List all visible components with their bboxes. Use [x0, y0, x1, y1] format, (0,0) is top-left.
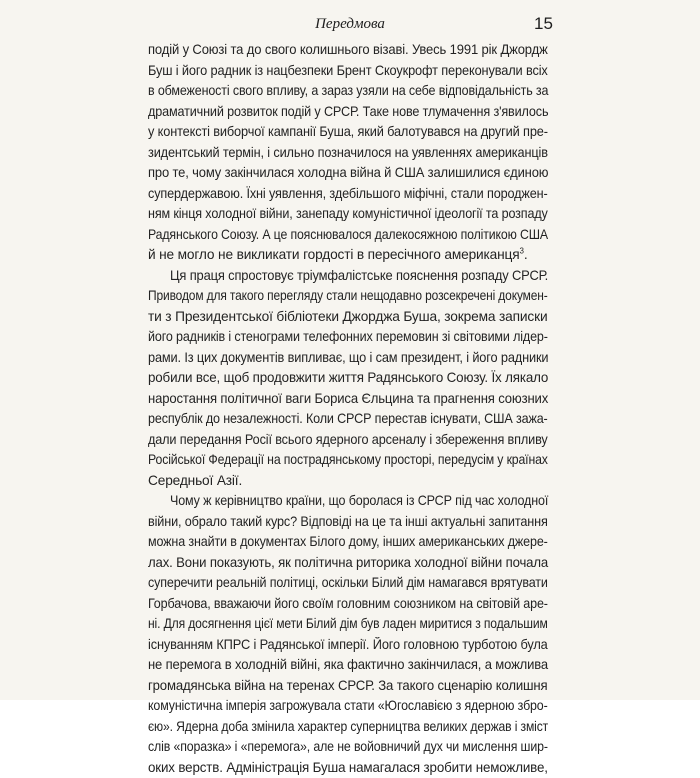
- line-text: й не могло не викликати гордості в пересічного американця: [148, 247, 520, 262]
- text-line-content: [148, 40, 548, 61]
- text-line: [148, 430, 548, 451]
- text-line-content: [148, 368, 548, 389]
- text-line-content: [148, 532, 548, 553]
- text-line: [148, 614, 548, 635]
- text-line: [148, 122, 548, 143]
- text-line: [148, 81, 548, 102]
- line-text: республік до незалежності. Коли СРСР перестав існувати, США зажа-: [148, 411, 548, 426]
- text-line-content: [148, 471, 242, 492]
- text-line: [148, 717, 548, 738]
- paragraph: [148, 491, 548, 778]
- text-line: [148, 471, 548, 492]
- line-text: Горбачова, вважаючи його своїм головним союзником на світовій аре-: [148, 596, 548, 611]
- text-line: [148, 594, 548, 615]
- text-line-content: [170, 491, 548, 512]
- text-line-content: [148, 122, 548, 143]
- text-line: [148, 655, 548, 676]
- line-text: подій у Союзі та до свого колишнього візаві. Увесь 1991 рік Джордж: [148, 42, 548, 57]
- text-line-content: [148, 81, 548, 102]
- line-text: Ця праця спростовує тріумфалістське пояснення розпаду СРСР.: [170, 268, 548, 283]
- text-line: [148, 348, 548, 369]
- text-line-content: [148, 614, 548, 635]
- line-text: Середньої Азії.: [148, 473, 242, 488]
- line-text: громадянська війна на теренах СРСР. За такого сценарію колишня: [148, 678, 548, 693]
- text-line-content: [148, 225, 548, 246]
- text-line: [148, 389, 548, 410]
- line-text: слів «поразка» і «перемога», але не войовничий дух чи мислення шир-: [148, 739, 548, 754]
- text-line: [148, 737, 548, 758]
- text-line: [148, 225, 548, 246]
- text-line: [148, 204, 548, 225]
- text-line: [148, 286, 548, 307]
- line-text: комуністична імперія загрожувала стати «Югославією з ядерною збро-: [148, 698, 548, 713]
- text-line: [148, 327, 548, 348]
- line-text: дали передання Росії всього ядерного арсеналу і збереження впливу: [148, 432, 548, 447]
- text-line-content: [148, 594, 548, 615]
- text-line-content: [148, 61, 548, 82]
- text-line-content: [148, 286, 548, 307]
- line-text: існуванням КПРС і Радянської імперії. Його головною турботою була: [148, 637, 548, 652]
- line-text: у контексті виборчої кампанії Буша, який балотувався на другий пре-: [148, 124, 548, 139]
- text-line-content: [148, 737, 548, 758]
- text-line: [148, 61, 548, 82]
- text-line-content: [148, 758, 548, 778]
- text-line-content: [148, 512, 548, 533]
- text-line-content: [148, 635, 548, 656]
- text-line: [148, 676, 548, 697]
- text-line-content: [148, 348, 548, 369]
- text-line-content: [148, 245, 527, 266]
- line-text: його радників і стенограми телефонних перемовин зі світовими лідер-: [148, 329, 548, 344]
- line-text: робили все, щоб продовжити життя Радянського Союзу. Їх лякало: [148, 370, 548, 385]
- line-text: можна знайти в документах Білого дому, інших американських джере-: [148, 534, 548, 549]
- line-text: ти з Президентської бібліотеки Джорджа Буша, зокрема записки: [148, 309, 548, 324]
- text-line: [148, 102, 548, 123]
- line-suffix: .: [524, 247, 528, 262]
- text-line: [148, 184, 548, 205]
- text-line-content: [148, 307, 548, 328]
- line-text: зидентський термін, і сильно позначилося на уявленнях американців: [148, 145, 548, 160]
- text-line: [148, 245, 548, 266]
- text-line-content: [148, 573, 548, 594]
- line-text: в обмеженості свого впливу, а зараз узяли на себе відповідальність за: [148, 83, 548, 98]
- text-line: [148, 512, 548, 533]
- line-text: суперечити реальній політиці, оскільки Білий дім намагався врятувати: [148, 575, 548, 590]
- running-head: Передмова: [0, 16, 700, 33]
- text-line: [148, 163, 548, 184]
- line-text: ням кінця холодної війни, занепаду комуністичної ідеології та розпаду: [148, 206, 548, 221]
- line-text: єю». Ядерна доба змінила характер суперництва великих держав і зміст: [148, 719, 548, 734]
- text-line-content: [148, 553, 548, 574]
- line-text: про те, чому закінчилася холодна війна й США залишилися єдиною: [148, 165, 548, 180]
- text-line: [148, 266, 548, 287]
- text-line-content: [148, 409, 548, 430]
- text-line: [148, 368, 548, 389]
- text-line-content: [148, 143, 548, 164]
- text-line: [148, 307, 548, 328]
- text-line: [148, 450, 548, 471]
- text-line: [148, 532, 548, 553]
- text-line-content: [148, 430, 548, 451]
- line-text: ні. Для досягнення цієї мети Білий дім був ладен миритися з подальшим: [148, 616, 548, 631]
- line-text: не перемога в холодній війні, яка фактично закінчилася, а можлива: [148, 657, 548, 672]
- text-line: [148, 553, 548, 574]
- text-line-content: [148, 717, 548, 738]
- line-text: оких верств. Адміністрація Буша намагалася зробити неможливе,: [148, 760, 548, 775]
- text-line: [148, 758, 548, 778]
- page-number: 15: [534, 14, 553, 34]
- line-text: драматичний розвиток подій у СРСР. Таке нове тлумачення з'явилось: [148, 104, 548, 119]
- text-line-content: [170, 266, 548, 287]
- line-text: супердержавою. Їхні уявлення, здебільшого міфічні, стали породжен-: [148, 186, 548, 201]
- line-text: лах. Вони показують, як політична риторика холодної війни почала: [148, 555, 548, 570]
- text-line-content: [148, 163, 548, 184]
- text-line-content: [148, 204, 548, 225]
- text-line-content: [148, 184, 548, 205]
- text-line: [148, 696, 548, 717]
- text-line: [148, 40, 548, 61]
- text-line-content: [148, 389, 548, 410]
- text-line: [148, 409, 548, 430]
- text-line-content: [148, 696, 548, 717]
- line-text: Радянського Союзу. А це пояснювалося далекосяжною політикою США: [148, 227, 548, 242]
- paragraph: [148, 266, 548, 492]
- line-text: Чому ж керівництво країни, що боролася із СРСР під час холодної: [170, 493, 548, 508]
- line-text: Буш і його радник із нацбезпеки Брент Скоукрофт переконували всіх: [148, 63, 548, 78]
- text-line-content: [148, 327, 548, 348]
- text-line-content: [148, 655, 548, 676]
- body-text: [148, 40, 548, 778]
- text-line-content: [148, 676, 548, 697]
- text-line: [148, 143, 548, 164]
- line-text: рами. Із цих документів випливає, що і сам президент, і його радники: [148, 350, 548, 365]
- line-text: війни, обрало такий курс? Відповіді на це та інші актуальні запитання: [148, 514, 548, 529]
- text-line: [148, 635, 548, 656]
- line-text: Приводом для такого перегляду стали нещодавно розсекречені докумен-: [148, 288, 548, 303]
- text-line: [148, 491, 548, 512]
- text-line-content: [148, 102, 548, 123]
- text-line-content: [148, 450, 548, 471]
- paragraph: [148, 40, 548, 266]
- footnote-reference: 3: [520, 246, 524, 255]
- line-text: Російської Федерації на пострадянському просторі, передусім у країнах: [148, 452, 548, 467]
- text-line: [148, 573, 548, 594]
- line-text: наростання політичної ваги Бориса Єльцина та прагнення союзних: [148, 391, 548, 406]
